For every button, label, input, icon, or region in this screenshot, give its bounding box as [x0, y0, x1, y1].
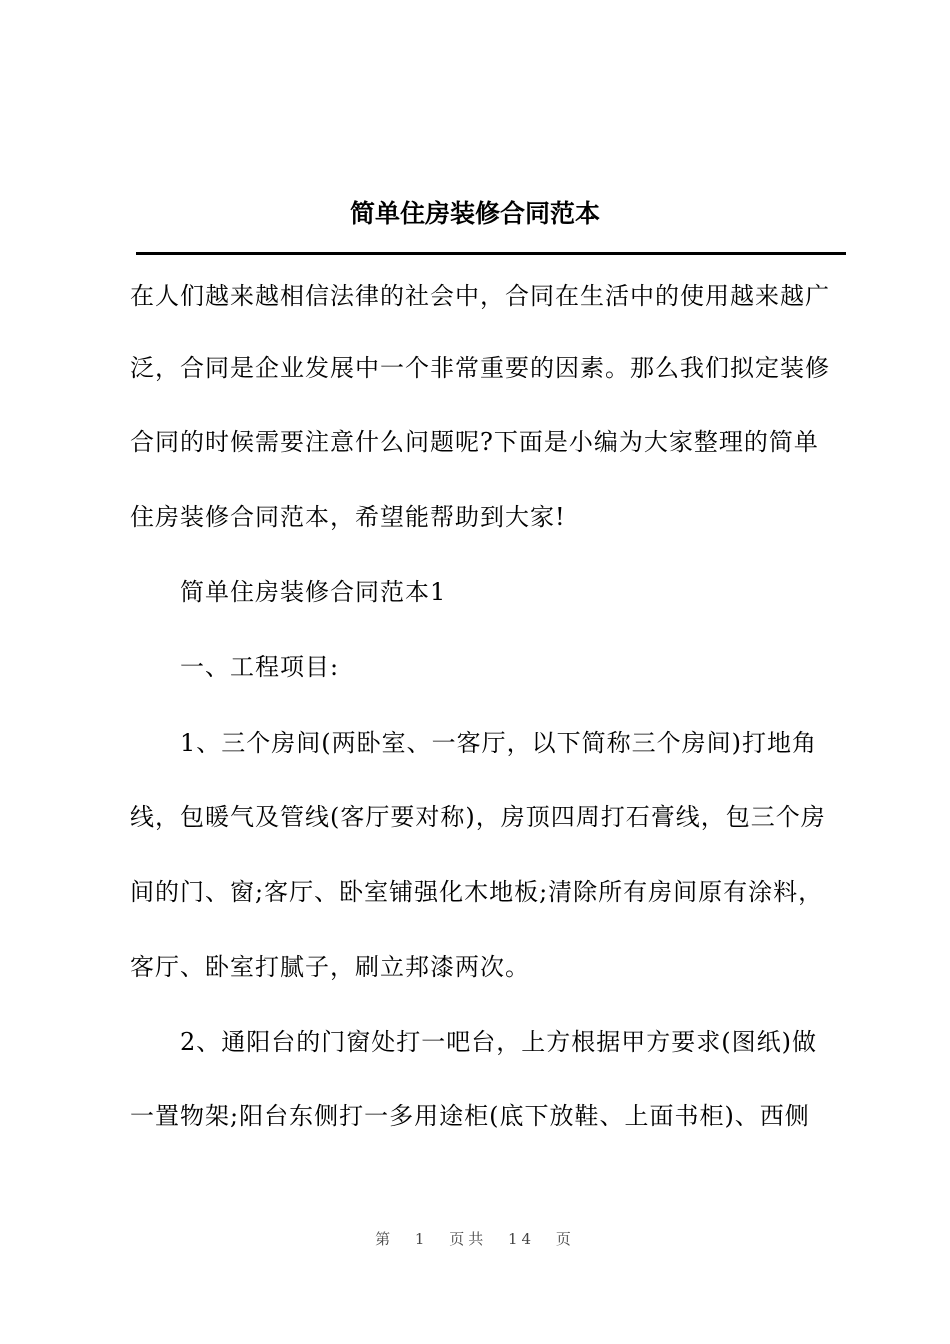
- footer-prefix: 第: [375, 1230, 395, 1248]
- body-line: 2、通阳台的门窗处打一吧台，上方根据甲方要求(图纸)做: [180, 1028, 817, 1056]
- page-footer: [0, 1228, 950, 1250]
- body-line: 在人们越来越相信法律的社会中，合同在生活中的使用越来越广: [130, 282, 830, 310]
- section-heading: 简单住房装修合同范本1: [180, 578, 447, 606]
- footer-suffix: 页: [555, 1230, 575, 1248]
- body-line: 线，包暖气及管线(客厅要对称)，房顶四周打石膏线，包三个房: [130, 803, 826, 831]
- body-line: 一置物架;阳台东侧打一多用途柜(底下放鞋、上面书柜)、西侧: [130, 1102, 810, 1130]
- section-heading: 一、工程项目:: [180, 653, 340, 681]
- body-line: 合同的时候需要注意什么问题呢?下面是小编为大家整理的简单: [130, 428, 819, 456]
- title-divider: [136, 252, 846, 255]
- footer-middle: 页共: [449, 1230, 488, 1248]
- body-line: 住房装修合同范本，希望能帮助到大家!: [130, 503, 566, 531]
- body-line: 间的门、窗;客厅、卧室铺强化木地板;清除所有房间原有涂料，: [130, 878, 824, 906]
- body-line: 客厅、卧室打腻子，刷立邦漆两次。: [130, 953, 530, 981]
- body-line: 泛，合同是企业发展中一个非常重要的因素。那么我们拟定装修: [130, 354, 830, 382]
- page-title: 简单住房装修合同范本: [349, 199, 600, 228]
- footer-page-number: 1: [414, 1230, 429, 1248]
- body-line: 1、三个房间(两卧室、一客厅，以下简称三个房间)打地角: [180, 729, 817, 757]
- footer-total-pages: 14: [508, 1230, 536, 1248]
